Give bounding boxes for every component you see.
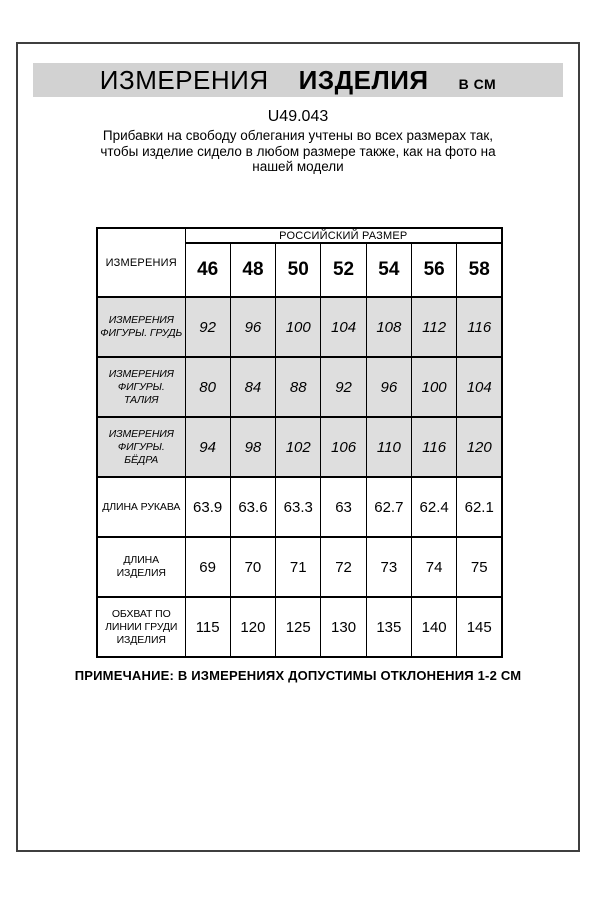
measurement-cell: 120 bbox=[230, 597, 275, 657]
measurement-cell: 135 bbox=[366, 597, 411, 657]
table-row bbox=[97, 477, 502, 537]
measurement-cell: 102 bbox=[276, 417, 321, 477]
measurement-cell: 69 bbox=[185, 537, 230, 597]
table-row bbox=[97, 297, 502, 357]
measurement-cell: 92 bbox=[321, 357, 366, 417]
row-label: ДЛИНА ИЗДЕЛИЯ bbox=[97, 537, 185, 597]
tolerance-note: ПРИМЕЧАНИЕ: В ИЗМЕРЕНИЯХ ДОПУСТИМЫ ОТКЛОНЕНИЯ 1-2 СМ bbox=[74, 668, 522, 683]
measurement-cell: 140 bbox=[411, 597, 456, 657]
measurement-cell: 63.6 bbox=[230, 477, 275, 537]
measurement-cell: 96 bbox=[230, 297, 275, 357]
measurement-cell: 73 bbox=[366, 537, 411, 597]
measurement-cell: 70 bbox=[230, 537, 275, 597]
measurement-cell: 75 bbox=[457, 537, 502, 597]
measurement-cell: 62.1 bbox=[457, 477, 502, 537]
measurement-cell: 84 bbox=[230, 357, 275, 417]
size-header: 54 bbox=[366, 243, 411, 297]
row-label: ИЗМЕРЕНИЯ ФИГУРЫ. БЁДРА bbox=[97, 417, 185, 477]
title-bar bbox=[33, 63, 563, 97]
measurement-cell: 104 bbox=[321, 297, 366, 357]
measurement-cell: 110 bbox=[366, 417, 411, 477]
table-row bbox=[97, 597, 502, 657]
fit-description-line: Прибавки на свободу облегания учтены во всех размерах так, bbox=[102, 128, 494, 143]
size-header: 52 bbox=[321, 243, 366, 297]
fit-description-line: нашей модели bbox=[252, 159, 344, 174]
measurement-cell: 145 bbox=[457, 597, 502, 657]
measurement-cell: 62.4 bbox=[411, 477, 456, 537]
size-chart-sheet bbox=[16, 42, 580, 852]
measurement-cell: 80 bbox=[185, 357, 230, 417]
table-header-group-row bbox=[97, 228, 502, 243]
measurement-cell: 112 bbox=[411, 297, 456, 357]
corner-header: ИЗМЕРЕНИЯ bbox=[97, 228, 185, 297]
measurement-cell: 62.7 bbox=[366, 477, 411, 537]
size-header: 56 bbox=[411, 243, 456, 297]
table-row bbox=[97, 417, 502, 477]
measurement-cell: 92 bbox=[185, 297, 230, 357]
unit-label: В СМ bbox=[458, 76, 497, 92]
page-title-emphasis: ИЗДЕЛИЯ bbox=[298, 65, 429, 95]
measurement-cell: 125 bbox=[276, 597, 321, 657]
measurement-cell: 115 bbox=[185, 597, 230, 657]
size-header: 50 bbox=[276, 243, 321, 297]
measurement-cell: 106 bbox=[321, 417, 366, 477]
size-table bbox=[96, 227, 503, 658]
measurement-cell: 63 bbox=[321, 477, 366, 537]
measurement-cell: 74 bbox=[411, 537, 456, 597]
fit-description-line: чтобы изделие сидело в любом размере также, как на фото на bbox=[100, 143, 496, 159]
measurement-cell: 72 bbox=[321, 537, 366, 597]
measurement-cell: 88 bbox=[276, 357, 321, 417]
measurement-cell: 108 bbox=[366, 297, 411, 357]
measurement-cell: 71 bbox=[276, 537, 321, 597]
measurement-cell: 120 bbox=[457, 417, 502, 477]
measurement-cell: 98 bbox=[230, 417, 275, 477]
row-label: ДЛИНА РУКАВА bbox=[97, 477, 185, 537]
measurement-cell: 116 bbox=[457, 297, 502, 357]
table-row bbox=[97, 537, 502, 597]
row-label: ИЗМЕРЕНИЯ ФИГУРЫ. ТАЛИЯ bbox=[97, 357, 185, 417]
measurement-cell: 130 bbox=[321, 597, 366, 657]
size-group-header: РОССИЙСКИЙ РАЗМЕР bbox=[185, 228, 502, 243]
row-label: ИЗМЕРЕНИЯ ФИГУРЫ. ГРУДЬ bbox=[97, 297, 185, 357]
size-header: 46 bbox=[185, 243, 230, 297]
measurement-cell: 100 bbox=[276, 297, 321, 357]
measurement-cell: 100 bbox=[411, 357, 456, 417]
size-header: 58 bbox=[457, 243, 502, 297]
size-header: 48 bbox=[230, 243, 275, 297]
product-code: U49.043 bbox=[267, 108, 329, 125]
measurement-cell: 116 bbox=[411, 417, 456, 477]
fit-description bbox=[18, 128, 578, 175]
measurement-cell: 96 bbox=[366, 357, 411, 417]
measurement-cell: 63.3 bbox=[276, 477, 321, 537]
measurement-cell: 104 bbox=[457, 357, 502, 417]
measurement-cell: 94 bbox=[185, 417, 230, 477]
measurement-cell: 63.9 bbox=[185, 477, 230, 537]
row-label: ОБХВАТ ПО ЛИНИИ ГРУДИ ИЗДЕЛИЯ bbox=[97, 597, 185, 657]
page-title: ИЗМЕРЕНИЯ bbox=[99, 65, 269, 95]
table-row bbox=[97, 357, 502, 417]
